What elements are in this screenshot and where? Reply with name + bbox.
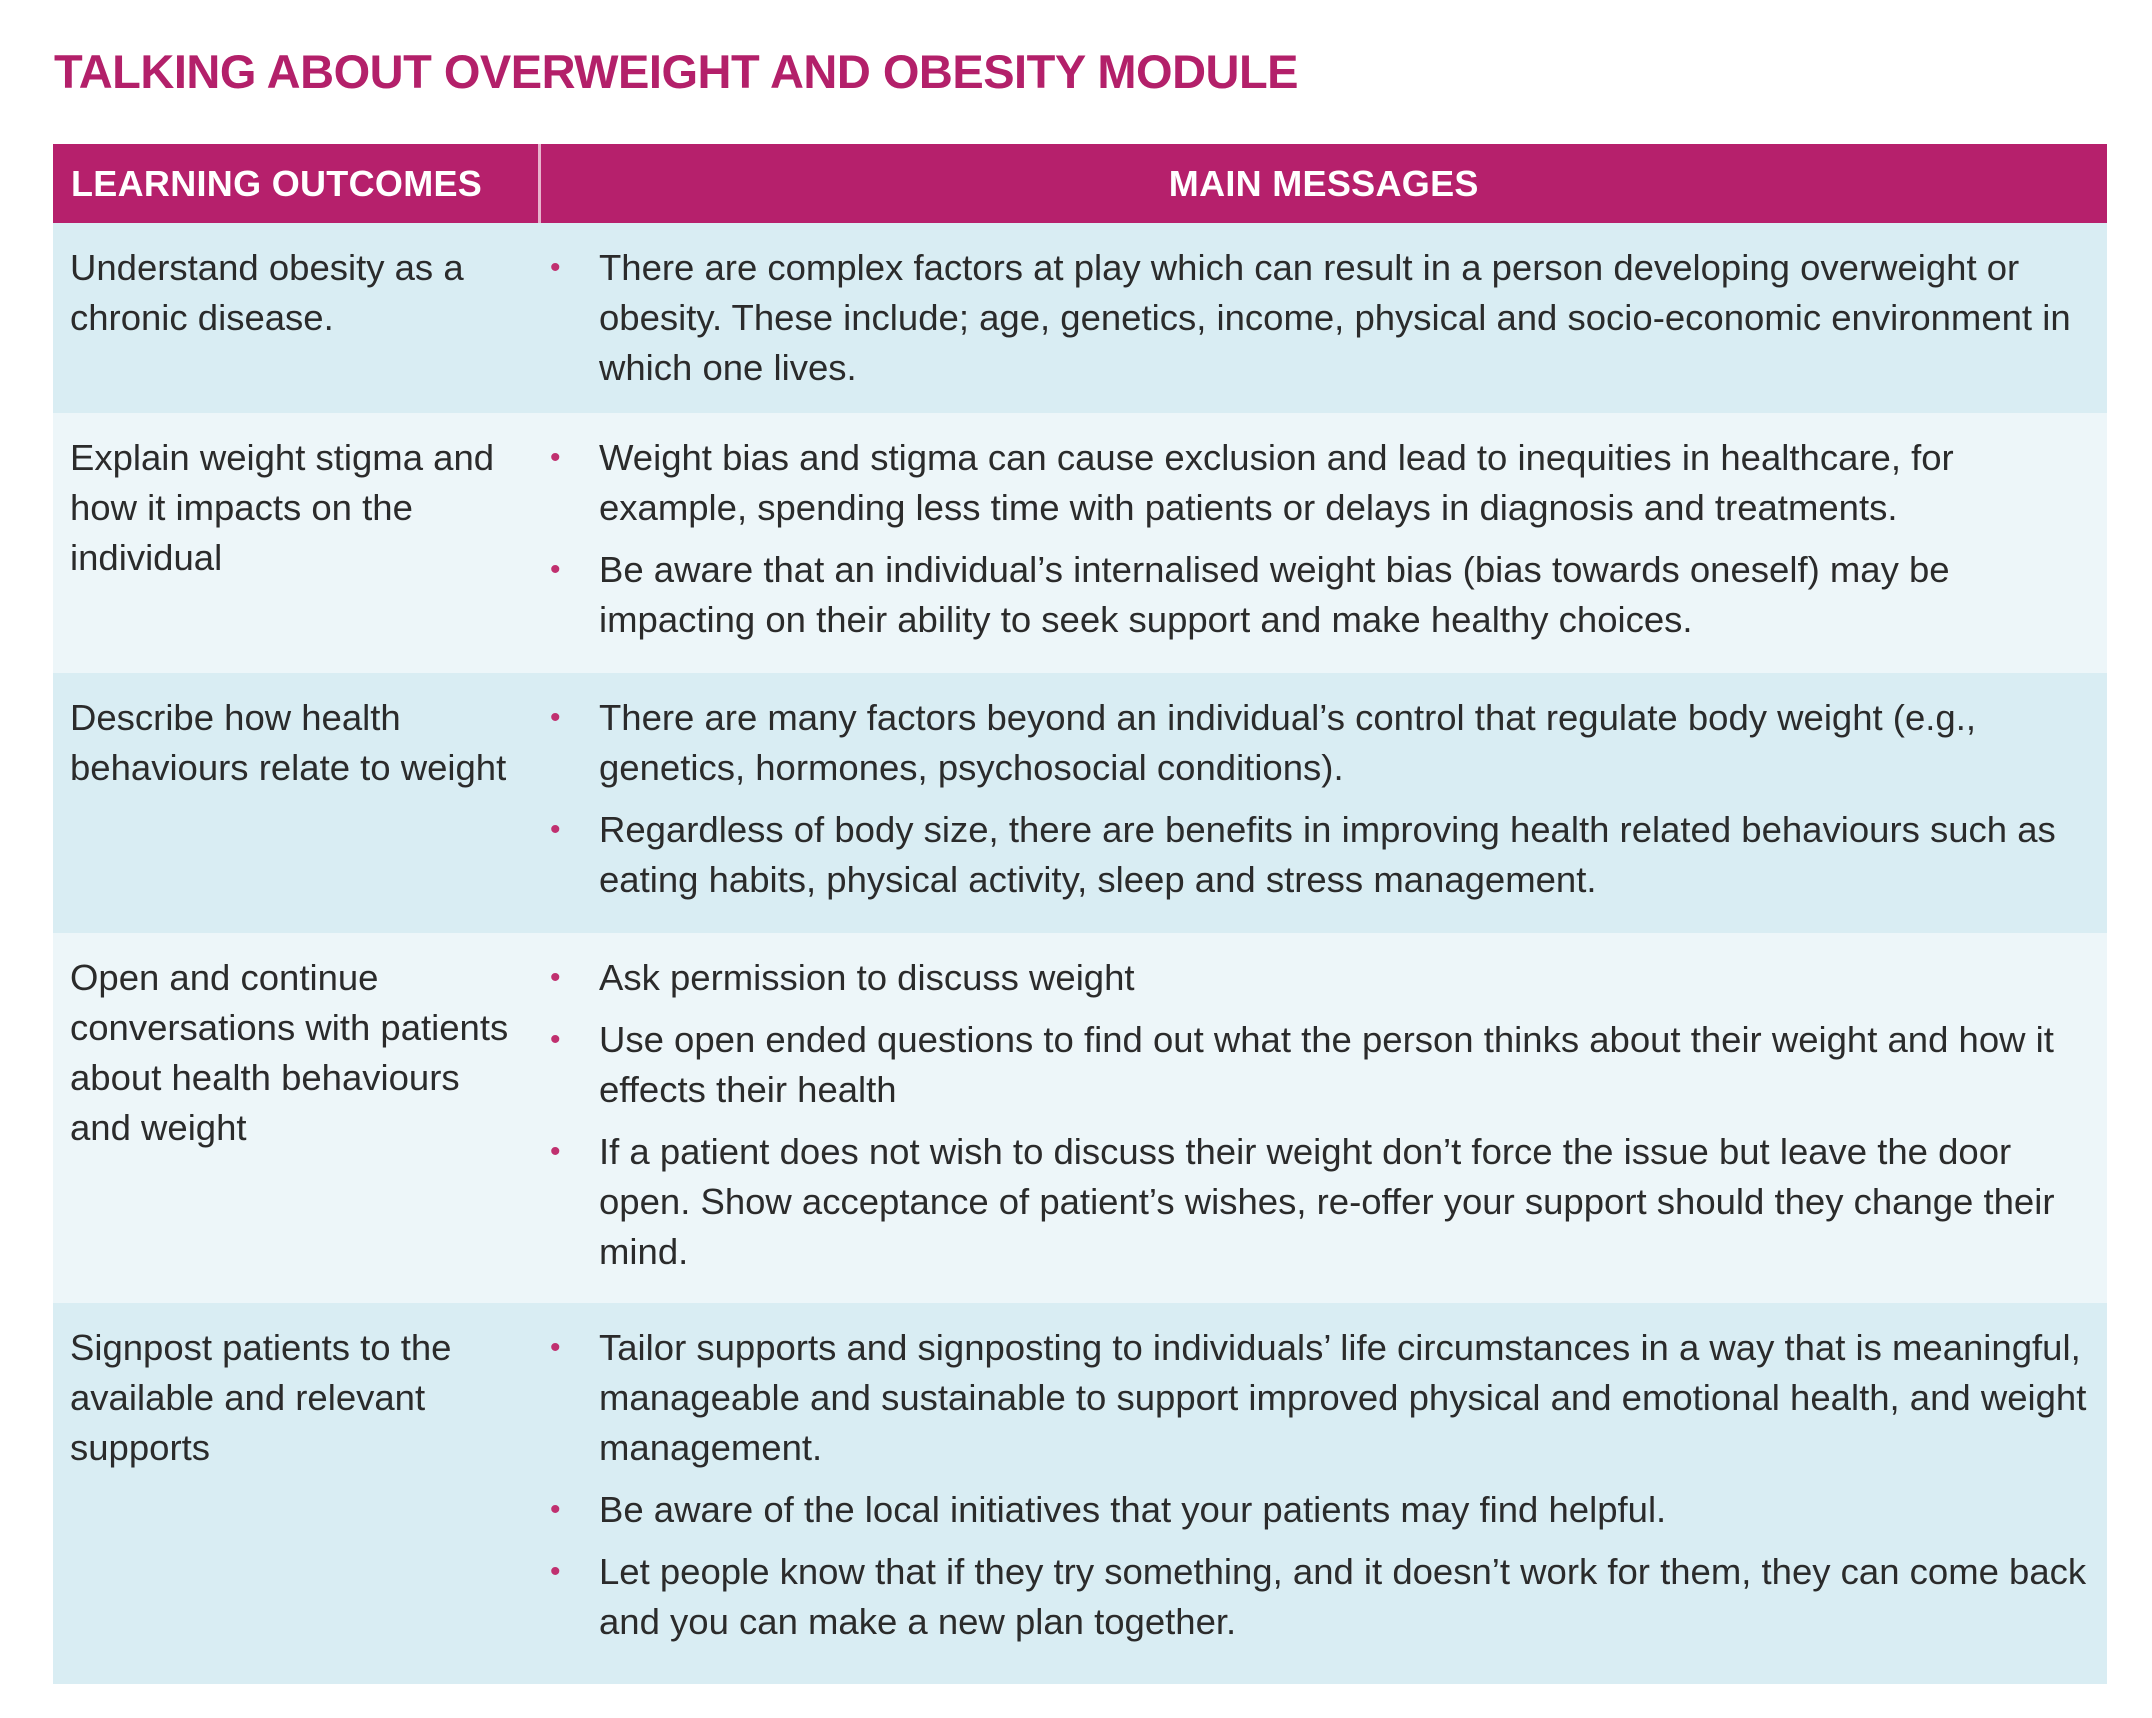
bullet-icon: • xyxy=(550,1493,561,1526)
table-row xyxy=(53,223,2107,413)
message-item xyxy=(539,1547,2097,1647)
message-item xyxy=(539,805,2097,905)
message-list xyxy=(539,1323,2097,1647)
outcome-cell: Signpost patients to the available and relevant supports xyxy=(53,1303,539,1684)
outcome-cell: Describe how health behaviours relate to weight xyxy=(53,673,539,933)
message-text: Be aware that an individual’s internalised weight bias (bias towards oneself) may be impacting on their ability to seek support and make healthy choices. xyxy=(599,549,1950,640)
message-text: Regardless of body size, there are benefits in improving health related behaviours such as eating habits, physical activity, sleep and stress management. xyxy=(599,809,2056,900)
message-item xyxy=(539,1323,2097,1473)
outcome-cell: Explain weight stigma and how it impacts on the individual xyxy=(53,413,539,673)
message-item xyxy=(539,243,2097,393)
messages-cell xyxy=(539,933,2107,1303)
message-item xyxy=(539,1015,2097,1115)
messages-cell xyxy=(539,223,2107,413)
bullet-icon: • xyxy=(550,1023,561,1056)
message-text: Weight bias and stigma can cause exclusion and lead to inequities in healthcare, for example, spending less time with patients or delays in diagnosis and treatments. xyxy=(599,437,1954,528)
table-header-row xyxy=(53,144,2107,223)
header-learning-outcomes: LEARNING OUTCOMES xyxy=(53,144,539,223)
outcome-cell: Open and continue conversations with patients about health behaviours and weight xyxy=(53,933,539,1303)
message-text: Ask permission to discuss weight xyxy=(599,957,1135,998)
message-list xyxy=(539,693,2097,905)
bullet-icon: • xyxy=(550,1331,561,1364)
bullet-icon: • xyxy=(550,553,561,586)
bullet-icon: • xyxy=(550,813,561,846)
bullet-icon: • xyxy=(550,1555,561,1588)
messages-cell xyxy=(539,673,2107,933)
module-table xyxy=(53,144,2107,1684)
outcome-cell: Understand obesity as a chronic disease. xyxy=(53,223,539,413)
message-item xyxy=(539,1127,2097,1277)
message-text: If a patient does not wish to discuss their weight don’t force the issue but leave the door open. Show acceptance of patient’s wishes, re-offer your support should they change their mind. xyxy=(599,1131,2055,1272)
bullet-icon: • xyxy=(550,961,561,994)
message-text: Use open ended questions to find out what the person thinks about their weight and how it effects their health xyxy=(599,1019,2054,1110)
bullet-icon: • xyxy=(550,1135,561,1168)
message-list xyxy=(539,433,2097,645)
header-main-messages: MAIN MESSAGES xyxy=(539,144,2107,223)
bullet-icon: • xyxy=(550,441,561,474)
message-item xyxy=(539,545,2097,645)
bullet-icon: • xyxy=(550,251,561,284)
message-text: Tailor supports and signposting to individuals’ life circumstances in a way that is meaningful, manageable and sustainable to support improved physical and emotional health, and weight management. xyxy=(599,1327,2087,1468)
message-text: There are many factors beyond an individual’s control that regulate body weight (e.g., genetics, hormones, psychosocial conditions). xyxy=(599,697,1976,788)
message-item xyxy=(539,953,2097,1003)
table-row xyxy=(53,933,2107,1303)
bullet-icon: • xyxy=(550,701,561,734)
message-text: Be aware of the local initiatives that your patients may find helpful. xyxy=(599,1489,1667,1530)
table-row xyxy=(53,413,2107,673)
message-item xyxy=(539,1485,2097,1535)
message-text: Let people know that if they try something, and it doesn’t work for them, they can come back and you can make a new plan together. xyxy=(599,1551,2087,1642)
message-item xyxy=(539,693,2097,793)
message-text: There are complex factors at play which can result in a person developing overweight or obesity. These include; age, genetics, income, physical and socio-economic environment in which one lives. xyxy=(599,247,2071,388)
table-row xyxy=(53,673,2107,933)
messages-cell xyxy=(539,413,2107,673)
message-list xyxy=(539,243,2097,393)
table-row xyxy=(53,1303,2107,1684)
page-title: TALKING ABOUT OVERWEIGHT AND OBESITY MODULE xyxy=(54,45,1299,98)
message-list xyxy=(539,953,2097,1277)
messages-cell xyxy=(539,1303,2107,1684)
message-item xyxy=(539,433,2097,533)
